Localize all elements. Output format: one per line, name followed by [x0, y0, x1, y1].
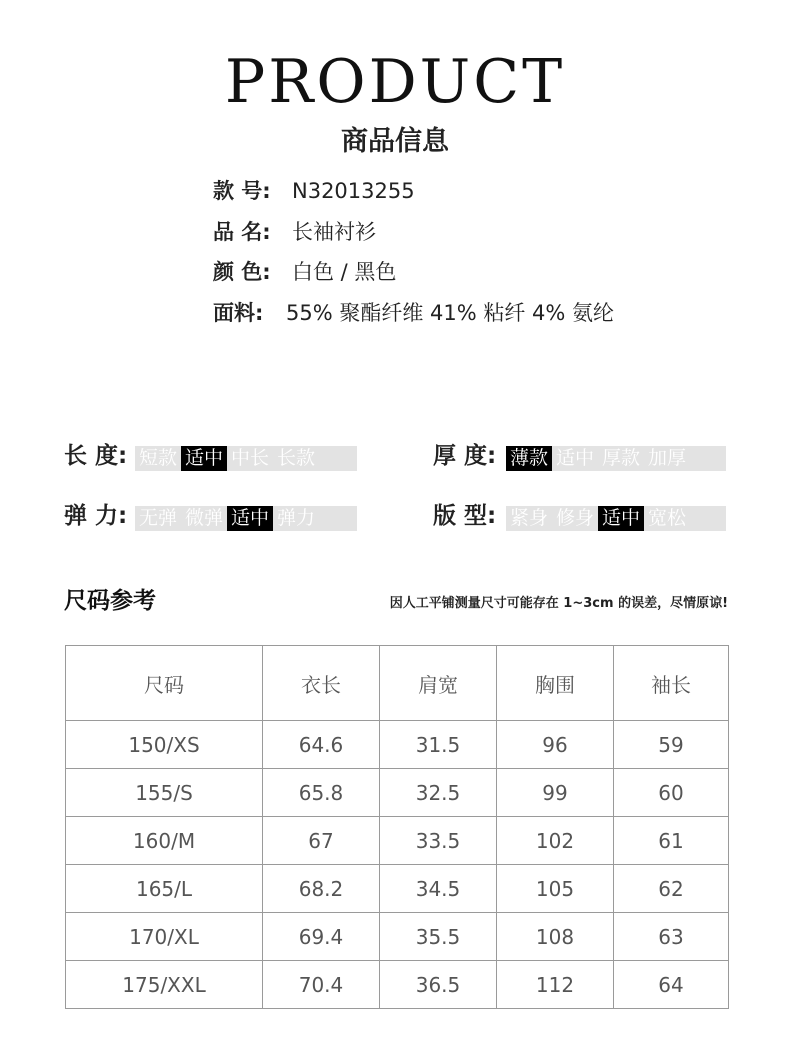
table-cell: 33.5 [380, 817, 497, 865]
option-selected: 适中 [598, 506, 644, 531]
product-title: PRODUCT [224, 47, 566, 117]
table-cell: 160/M [66, 817, 263, 865]
table-cell: 96 [497, 721, 614, 769]
table-cell: 36.5 [380, 961, 497, 1009]
table-cell: 61 [614, 817, 729, 865]
option-bar [506, 506, 726, 531]
table-cell: 102 [497, 817, 614, 865]
option-bar [135, 506, 357, 531]
info-row-fabric [213, 297, 733, 338]
table-row [66, 769, 729, 817]
table-cell: 35.5 [380, 913, 497, 961]
option: 无弹 [139, 507, 178, 529]
table-cell: 155/S [66, 769, 263, 817]
table-cell: 34.5 [380, 865, 497, 913]
attribute-label: 版 型: [433, 503, 497, 529]
option: 加厚 [648, 447, 687, 469]
table-cell: 112 [497, 961, 614, 1009]
table-cell: 165/L [66, 865, 263, 913]
table-cell: 64 [614, 961, 729, 1009]
option: 短款 [139, 447, 178, 469]
info-value: N32013255 [292, 179, 415, 203]
info-value: 白色 / 黑色 [292, 260, 397, 284]
measurement-note: 因人工平铺测量尺寸可能存在 1~3cm 的误差，尽情原谅! [389, 596, 728, 611]
attribute-elasticity [64, 503, 364, 531]
column-header-chest: 胸围 [497, 646, 614, 721]
option: 宽松 [648, 507, 687, 529]
table-cell: 170/XL [66, 913, 263, 961]
table-cell: 69.4 [263, 913, 380, 961]
option: 弹力 [277, 507, 316, 529]
attribute-label: 弹 力: [64, 503, 128, 529]
size-table [65, 645, 729, 1009]
table-cell: 62 [614, 865, 729, 913]
info-label: 品 名: [213, 219, 271, 244]
option-selected: 薄款 [506, 446, 552, 471]
attribute-thickness [433, 443, 733, 471]
table-cell: 64.6 [263, 721, 380, 769]
option-selected: 适中 [181, 446, 227, 471]
table-cell: 175/XXL [66, 961, 263, 1009]
table-cell: 67 [263, 817, 380, 865]
table-row [66, 961, 729, 1009]
table-header-row [66, 646, 729, 721]
table-cell: 32.5 [380, 769, 497, 817]
option: 厚款 [602, 447, 641, 469]
table-cell: 108 [497, 913, 614, 961]
attribute-label: 长 度: [64, 443, 128, 469]
attribute-length [64, 443, 364, 471]
info-label: 颜 色: [213, 260, 271, 284]
info-row-style-number [213, 175, 733, 216]
table-row [66, 817, 729, 865]
table-cell: 31.5 [380, 721, 497, 769]
column-header-sleeve: 袖长 [614, 646, 729, 721]
table-cell: 59 [614, 721, 729, 769]
table-row [66, 913, 729, 961]
option: 紧身 [510, 507, 549, 529]
option-bar [135, 446, 357, 471]
table-cell: 70.4 [263, 961, 380, 1009]
option: 适中 [556, 447, 595, 469]
attribute-label: 厚 度: [433, 443, 497, 469]
table-row [66, 721, 729, 769]
attribute-fit [433, 503, 733, 531]
option: 长款 [277, 447, 316, 469]
column-header-shoulder: 肩宽 [380, 646, 497, 721]
info-label: 款 号: [213, 179, 271, 203]
info-row-product-name [213, 216, 733, 257]
column-header-length: 衣长 [263, 646, 380, 721]
column-header-size: 尺码 [66, 646, 263, 721]
table-cell: 150/XS [66, 721, 263, 769]
table-cell: 105 [497, 865, 614, 913]
table-cell: 60 [614, 769, 729, 817]
table-row [66, 865, 729, 913]
product-info [213, 175, 733, 337]
table-cell: 99 [497, 769, 614, 817]
option: 中长 [231, 447, 270, 469]
info-value: 长袖衬衫 [292, 219, 376, 244]
option: 修身 [556, 507, 595, 529]
table-cell: 63 [614, 913, 729, 961]
option-selected: 适中 [227, 506, 273, 531]
info-label: 面料: [213, 300, 264, 325]
table-cell: 65.8 [263, 769, 380, 817]
table-cell: 68.2 [263, 865, 380, 913]
info-row-color [213, 256, 733, 297]
option-bar [506, 446, 726, 471]
page-subtitle: 商品信息 [341, 126, 449, 157]
size-reference-heading: 尺码参考 [64, 588, 156, 614]
info-value: 55% 聚酯纤维 41% 粘纤 4% 氨纶 [286, 300, 615, 325]
option: 微弹 [185, 507, 224, 529]
